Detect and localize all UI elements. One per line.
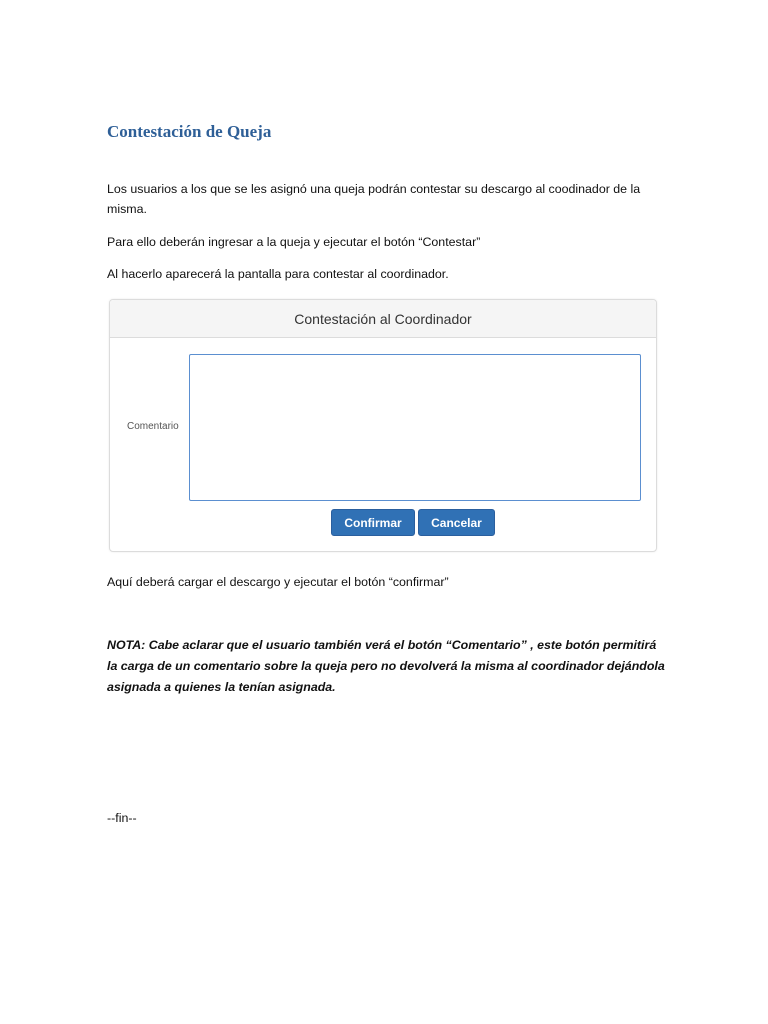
cancel-button[interactable]: Cancelar — [418, 509, 495, 536]
section-heading: Contestación de Queja — [107, 122, 272, 141]
note-paragraph: NOTA: Cabe aclarar que el usuario también verá el botón “Comentario” , este botón permitirá la carga de un comentario sobre la queja pero no devolverá la misma al coordinador dejándola asignada a quienes la tenían asignada. — [107, 638, 665, 694]
instruction-paragraph: Para ello deberán ingresar a la queja y ejecutar el botón “Contestar” — [107, 235, 481, 249]
intro-paragraph: Los usuarios a los que se les asignó una queja podrán contestar su descargo al coodinador de la misma. — [107, 182, 641, 216]
comment-label: Comentario — [127, 421, 179, 432]
screen-description-paragraph: Al hacerlo aparecerá la pantalla para contestar al coordinador. — [107, 267, 449, 281]
confirm-button[interactable]: Confirmar — [331, 509, 415, 536]
after-dialog-paragraph: Aquí deberá cargar el descargo y ejecutar el botón “confirmar” — [107, 575, 449, 589]
reply-dialog-screenshot — [109, 299, 657, 552]
dialog-title: Contestación al Coordinador — [110, 300, 656, 338]
end-marker: --fin-- — [107, 811, 137, 825]
comment-textarea[interactable] — [189, 354, 641, 501]
